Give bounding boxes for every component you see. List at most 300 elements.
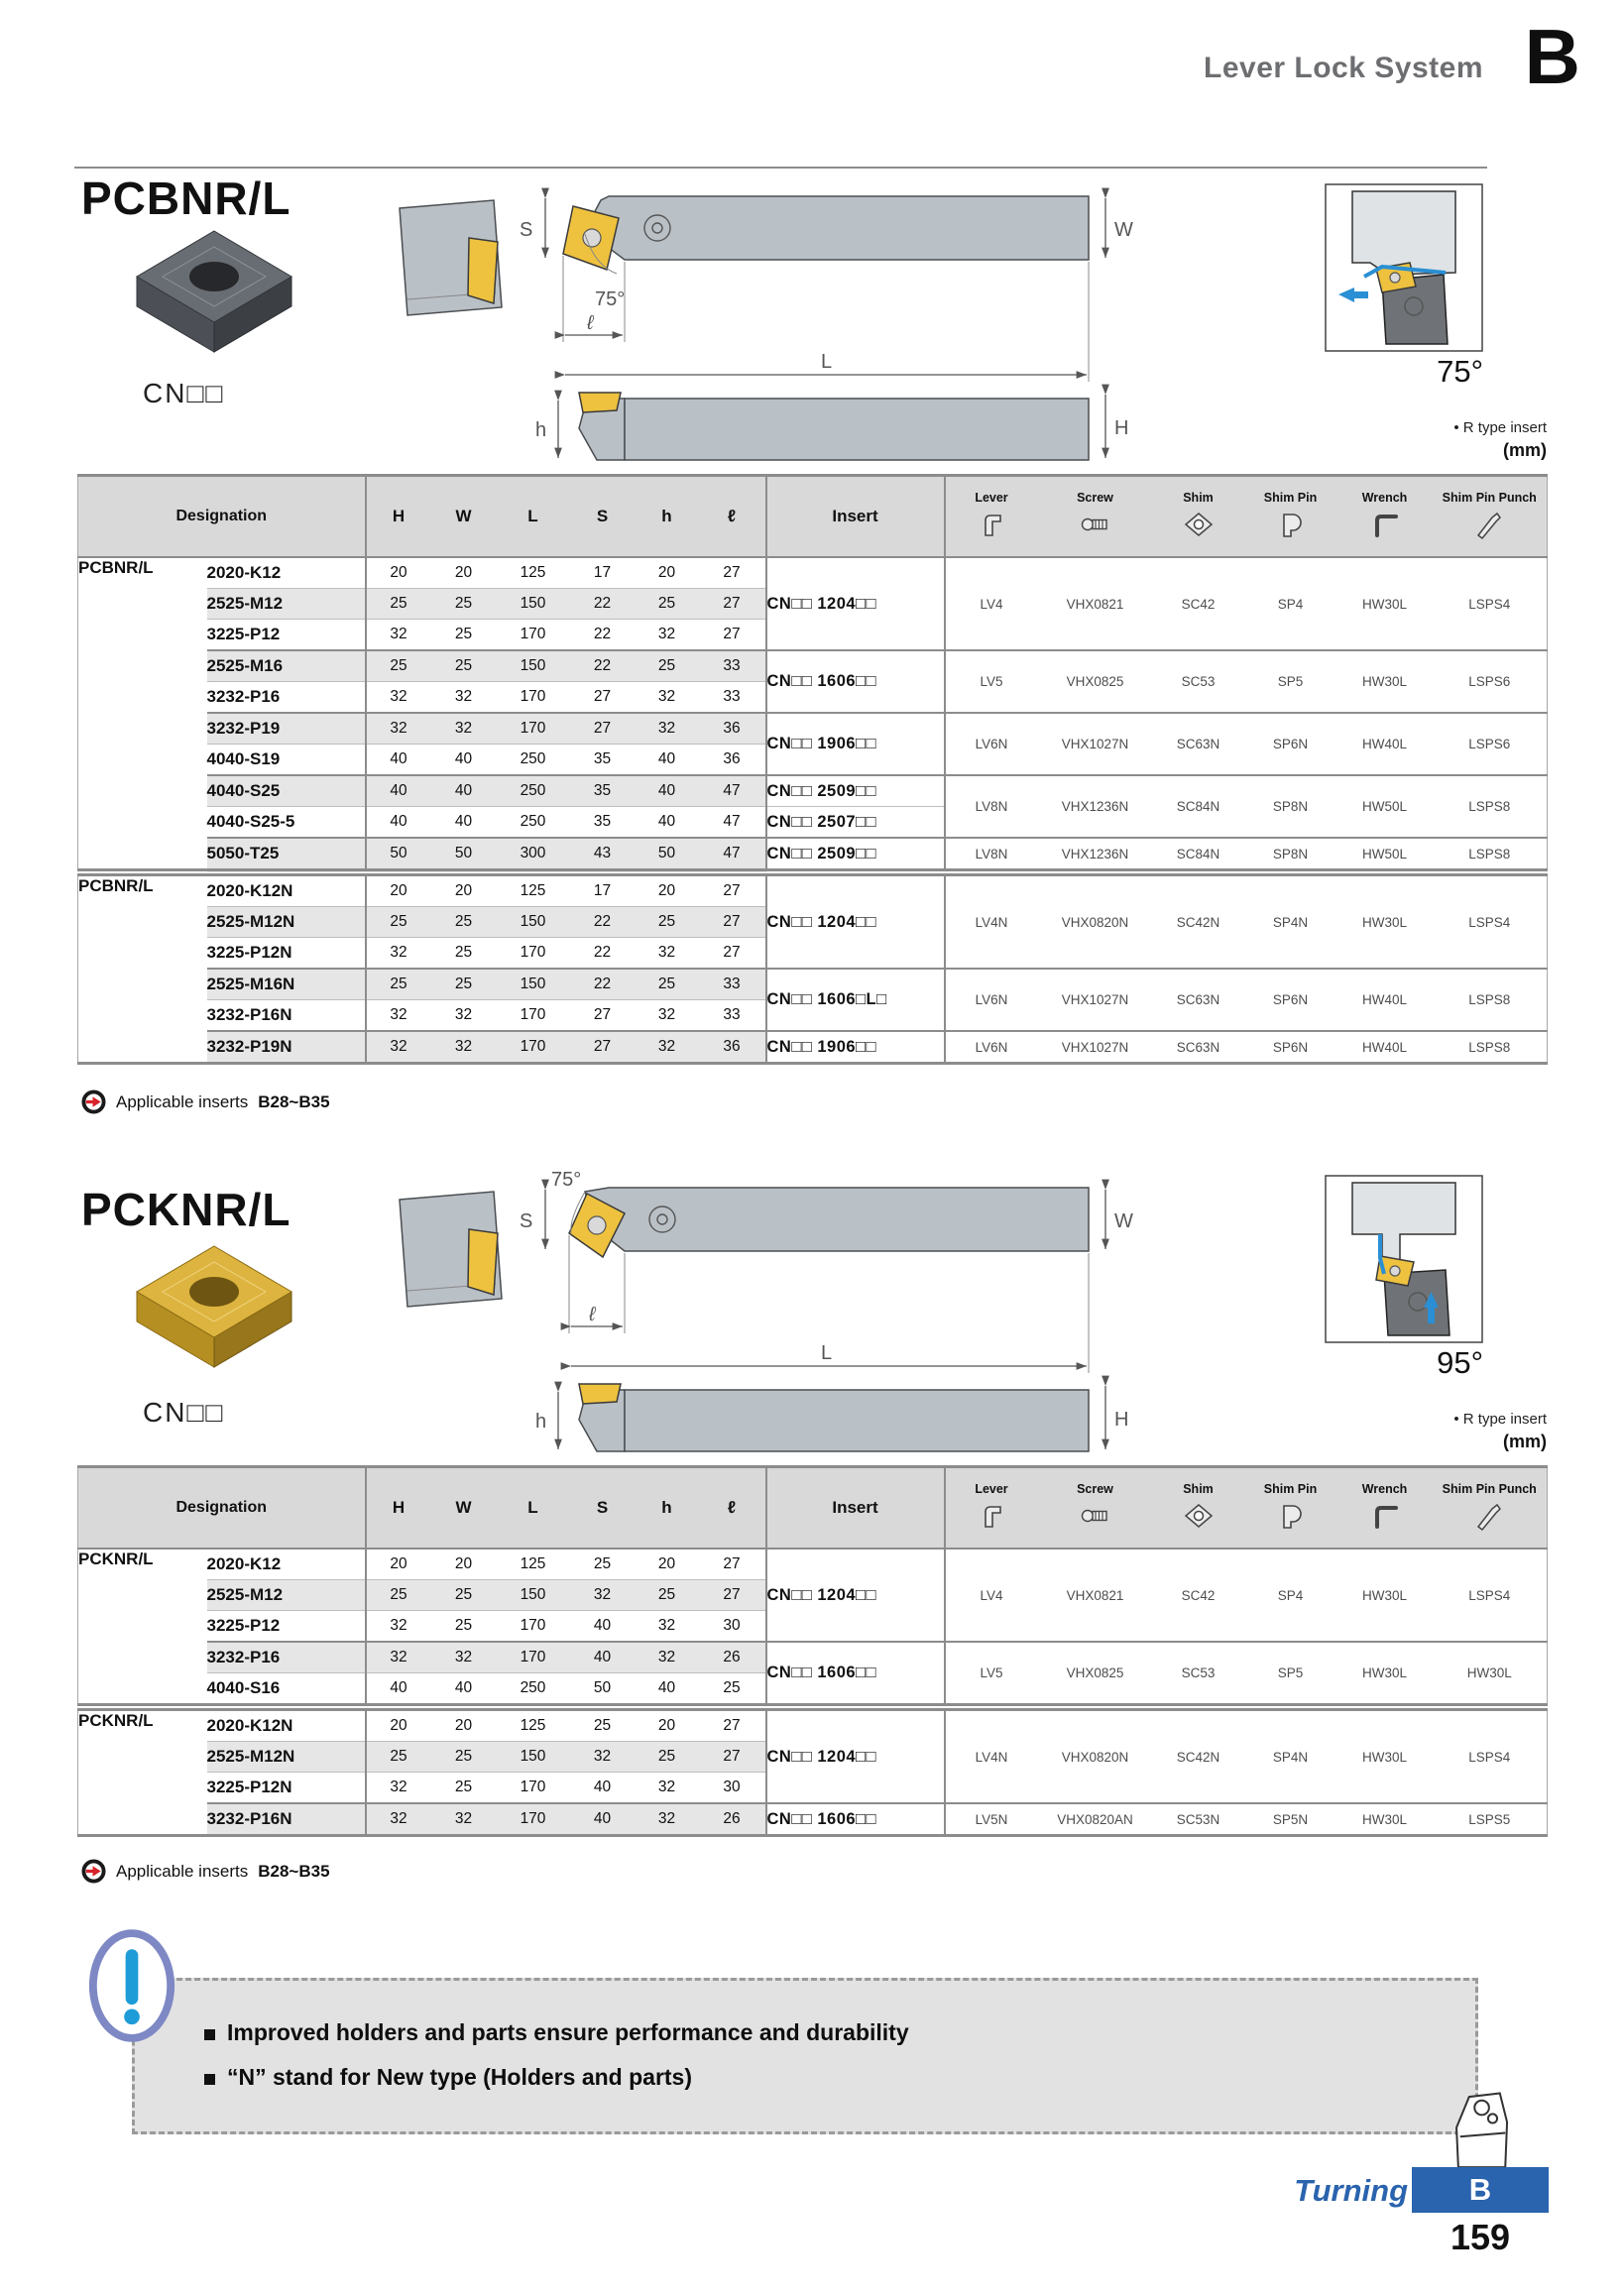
- screw-icon: [1038, 1496, 1153, 1538]
- application-thumbnail: [1325, 1175, 1483, 1343]
- dim-cell: 25: [366, 1580, 431, 1611]
- dim-cell: 32: [636, 713, 699, 745]
- col-lever: [945, 476, 1038, 558]
- svg-text:h: h: [535, 419, 547, 441]
- part-cell: LV4N: [945, 872, 1038, 969]
- dim-cell: 26: [699, 1803, 766, 1836]
- dim-cell: 20: [657, 1555, 676, 1572]
- dim-cell: 20: [431, 1707, 497, 1742]
- part-cell: HW30L: [1361, 1587, 1407, 1603]
- dim-cell: 40: [636, 807, 699, 839]
- designation-cell: 2525-M12N: [207, 907, 366, 938]
- dim-cell: 32: [636, 1000, 699, 1032]
- dim-cell: 32: [636, 938, 699, 970]
- insert-code-label: CN□□: [143, 378, 225, 408]
- screw-icon: [1038, 505, 1153, 546]
- dim-cell: 20: [636, 1707, 699, 1742]
- part-cell: VHX0825: [1038, 650, 1153, 713]
- wrench-icon: [1337, 1496, 1433, 1538]
- part-col-label: Shim Pin: [1263, 491, 1318, 505]
- part-col-label: Lever: [975, 1482, 1008, 1496]
- col-screw: [1038, 1467, 1153, 1550]
- part-cell: SP4: [1277, 1587, 1304, 1603]
- notice-line: Improved holders and parts ensure performance and durability: [204, 2010, 1475, 2055]
- designation-cell: 2525-M12N: [207, 1742, 366, 1773]
- part-cell: SP4N: [1244, 872, 1337, 969]
- dim-cell: 40: [570, 1611, 636, 1643]
- dim-cell: 25: [366, 1742, 431, 1773]
- part-cell: SC63N: [1153, 969, 1244, 1031]
- dim-cell: 250: [497, 1673, 570, 1708]
- dim-cell: 25: [636, 907, 699, 938]
- part-cell: LSPS8: [1433, 1031, 1548, 1064]
- insert-cell: CN□□ 2509□□: [766, 838, 945, 872]
- part-cell: SC84N: [1153, 775, 1244, 838]
- dim-cell: 22: [570, 650, 636, 682]
- dim-cell: 27: [699, 557, 766, 589]
- designation-cell: 2525-M12: [207, 1580, 366, 1611]
- dim-cell: 300: [497, 838, 570, 872]
- dim-cell: 32: [431, 1000, 497, 1032]
- part-cell: HW30L: [1337, 1803, 1433, 1836]
- table-row: [78, 713, 1548, 745]
- svg-text:S: S: [520, 1210, 533, 1232]
- wrench-icon: [1337, 505, 1433, 546]
- dim-cell: 32: [366, 1000, 431, 1032]
- table-row: [78, 969, 1548, 1000]
- shim-icon: [1153, 1496, 1244, 1538]
- dim-cell: 33: [699, 1000, 766, 1032]
- dim-cell: 22: [570, 907, 636, 938]
- svg-text:75°: 75°: [595, 288, 626, 310]
- dim-cell: 40: [366, 745, 431, 776]
- shim-pin-punch-icon: [1433, 505, 1548, 546]
- dim-cell: 33: [699, 969, 766, 1000]
- part-cell: LSPS6: [1433, 650, 1548, 713]
- col-insert: Insert: [766, 476, 945, 558]
- part-cell: VHX1027N: [1038, 713, 1153, 775]
- dim-cell: 170: [497, 1773, 570, 1804]
- designation-cell: 2020-K12N: [207, 1707, 366, 1742]
- dim-cell: 170: [497, 1000, 570, 1032]
- designation-cell: 3232-P16: [207, 1642, 366, 1673]
- insert-cell: CN□□ 1906□□: [766, 713, 945, 775]
- designation-cell: 3232-P16N: [207, 1803, 366, 1836]
- col-insert: Insert: [766, 1467, 945, 1550]
- dim-cell: 25: [366, 907, 431, 938]
- designation-cell: 3232-P16: [207, 682, 366, 714]
- top-view: [520, 1169, 1133, 1373]
- part-cell: VHX0821: [1066, 596, 1124, 612]
- dim-cell: 20: [366, 872, 431, 907]
- dim-cell: 25: [593, 1555, 612, 1572]
- dim-cell: 25: [431, 938, 497, 970]
- svg-text:W: W: [1114, 219, 1133, 241]
- dim-cell: 36: [699, 1031, 766, 1064]
- part-col-label: Screw: [1077, 491, 1113, 505]
- part-cell: SP6N: [1244, 713, 1337, 775]
- part-cell: SP4N: [1244, 1707, 1337, 1803]
- svg-text:h: h: [535, 1411, 547, 1433]
- dim-cell: 50: [636, 838, 699, 872]
- insert-cell: CN□□ 1606□□: [766, 650, 945, 713]
- part-cell: HW40L: [1337, 969, 1433, 1031]
- dim-cell: 170: [497, 682, 570, 714]
- dim-cell: 40: [570, 1642, 636, 1673]
- dim-cell: 27: [699, 589, 766, 620]
- dim-cell: 36: [699, 745, 766, 776]
- dim-cell: 20: [454, 1555, 473, 1572]
- col-dim: S: [570, 1467, 636, 1550]
- dim-cell: 35: [570, 807, 636, 839]
- dim-cell: 32: [366, 1642, 431, 1673]
- series-cell: PCBNR/L: [78, 872, 207, 1064]
- dim-cell: 32: [636, 1773, 699, 1804]
- notice-line: “N” stand for New type (Holders and parts): [204, 2055, 1475, 2100]
- dim-cell: 25: [431, 1742, 497, 1773]
- dim-cell: 32: [366, 713, 431, 745]
- dim-cell: 25: [636, 589, 699, 620]
- dim-cell: 150: [497, 969, 570, 1000]
- dim-cell: 25: [699, 1673, 766, 1708]
- dim-cell: 32: [366, 938, 431, 970]
- designation-cell: 3225-P12: [207, 620, 366, 651]
- table-row: [78, 872, 1548, 907]
- dim-cell: 27: [699, 1742, 766, 1773]
- part-cell: VHX1027N: [1038, 1031, 1153, 1064]
- footer-category: Turning: [1294, 2173, 1408, 2208]
- part-cell: LV5N: [945, 1803, 1038, 1836]
- part-cell: LSPS4: [1468, 596, 1511, 612]
- dim-cell: 25: [431, 620, 497, 651]
- dim-cell: 25: [366, 969, 431, 1000]
- approach-angle: 75°: [1437, 354, 1483, 389]
- svg-text:ℓ: ℓ: [589, 1304, 596, 1325]
- dim-cell: 170: [497, 713, 570, 745]
- col-dim: ℓ: [699, 476, 766, 558]
- insert-cell: CN□□ 1606□□: [766, 1803, 945, 1836]
- part-cell: VHX1027N: [1038, 969, 1153, 1031]
- dim-cell: 25: [431, 650, 497, 682]
- dim-cell: 250: [497, 775, 570, 807]
- table-row: [78, 1031, 1548, 1064]
- dim-cell: 32: [570, 1742, 636, 1773]
- dim-cell: 170: [497, 1611, 570, 1643]
- designation-cell: 3225-P12: [207, 1611, 366, 1643]
- part-cell: HW50L: [1337, 775, 1433, 838]
- dim-cell: 22: [570, 969, 636, 1000]
- dim-cell: 33: [699, 650, 766, 682]
- lever-icon: [946, 505, 1038, 546]
- col-lever: [945, 1467, 1038, 1550]
- dim-cell: 27: [699, 1707, 766, 1742]
- spec-table: [77, 1465, 1548, 1837]
- dim-cell: 40: [431, 1673, 497, 1708]
- part-cell: HW50L: [1337, 838, 1433, 872]
- col-dim: ℓ: [699, 1467, 766, 1550]
- dim-cell: 20: [454, 564, 473, 581]
- part-cell: VHX0821: [1066, 1587, 1124, 1603]
- header-row: [78, 476, 1548, 558]
- dim-cell: 32: [431, 682, 497, 714]
- designation-cell: 4040-S25: [207, 775, 366, 807]
- part-cell: LV5: [945, 650, 1038, 713]
- dim-cell: 25: [636, 1742, 699, 1773]
- part-cell: VHX1236N: [1038, 775, 1153, 838]
- part-cell: SP5: [1244, 650, 1337, 713]
- dim-cell: 30: [699, 1611, 766, 1643]
- dim-cell: 150: [497, 1742, 570, 1773]
- part-cell: HW40L: [1337, 1031, 1433, 1064]
- part-col-label: Shim Pin: [1263, 1482, 1318, 1496]
- dim-cell: 25: [636, 969, 699, 1000]
- dim-cell: 32: [431, 713, 497, 745]
- svg-text:W: W: [1114, 1210, 1133, 1232]
- page-title: Lever Lock System: [1204, 52, 1483, 84]
- col-shim: [1153, 476, 1244, 558]
- part-cell: HW30L: [1337, 872, 1433, 969]
- dim-cell: 40: [366, 1673, 431, 1708]
- applicable-label: Applicable inserts: [116, 1091, 249, 1111]
- insert-cell: CN□□ 1204□□: [766, 1549, 945, 1642]
- dim-cell: 35: [570, 745, 636, 776]
- insert-cell: CN□□ 1204□□: [766, 872, 945, 969]
- end-view: [400, 200, 502, 315]
- arrow-circle-icon: [81, 1859, 106, 1884]
- designation-cell: 3225-P12N: [207, 1773, 366, 1804]
- side-view: [535, 1384, 1128, 1451]
- designation-cell: 5050-T25: [207, 838, 366, 872]
- part-cell: VHX1236N: [1038, 838, 1153, 872]
- dim-cell: 17: [570, 872, 636, 907]
- part-cell: LSPS6: [1433, 713, 1548, 775]
- part-col-label: Lever: [975, 491, 1008, 505]
- dim-cell: 25: [431, 1580, 497, 1611]
- part-cell: LV8N: [945, 775, 1038, 838]
- col-dim: L: [497, 1467, 570, 1550]
- part-cell: LV4: [980, 1587, 1003, 1603]
- part-cell: LV8N: [945, 838, 1038, 872]
- part-col-label: Shim Pin Punch: [1442, 1482, 1537, 1496]
- table-row: [78, 1642, 1548, 1673]
- part-cell: LSPS8: [1433, 969, 1548, 1031]
- dim-cell: 125: [497, 1707, 570, 1742]
- part-cell: HW40L: [1337, 713, 1433, 775]
- dim-cell: 30: [699, 1773, 766, 1804]
- part-cell: SC42N: [1153, 872, 1244, 969]
- tool-drawing: [375, 1130, 1148, 1457]
- part-cell: HW30L: [1361, 596, 1407, 612]
- dim-cell: 40: [431, 745, 497, 776]
- insert-cell: CN□□ 2509□□: [766, 775, 945, 807]
- dim-cell: 47: [699, 775, 766, 807]
- dim-cell: 43: [570, 838, 636, 872]
- dim-cell: 32: [366, 682, 431, 714]
- dim-cell: 27: [699, 872, 766, 907]
- dim-cell: 27: [570, 682, 636, 714]
- dim-cell: 150: [497, 1580, 570, 1611]
- dim-cell: 150: [497, 589, 570, 620]
- insert-photo: [127, 1240, 303, 1375]
- part-cell: SP8N: [1244, 838, 1337, 872]
- dim-cell: 17: [593, 564, 612, 581]
- dim-cell: 250: [497, 807, 570, 839]
- dim-cell: 170: [497, 1031, 570, 1064]
- r-type-note: • R type insert: [1453, 419, 1547, 436]
- dim-cell: 170: [497, 1642, 570, 1673]
- part-cell: SP5: [1244, 1642, 1337, 1707]
- dim-cell: 32: [636, 1031, 699, 1064]
- insert-cell: CN□□ 1204□□: [766, 1707, 945, 1803]
- col-designation: Designation: [78, 1467, 366, 1550]
- part-cell: SC42N: [1153, 1707, 1244, 1803]
- part-cell: LSPS5: [1433, 1803, 1548, 1836]
- dim-cell: 32: [366, 1773, 431, 1804]
- part-cell: VHX0820AN: [1038, 1803, 1153, 1836]
- part-cell: VHX0820N: [1038, 1707, 1153, 1803]
- dim-cell: 40: [636, 1673, 699, 1708]
- dim-cell: 32: [636, 620, 699, 651]
- dim-cell: 27: [570, 1000, 636, 1032]
- designation-cell: 2525-M12: [207, 589, 366, 620]
- part-col-label: Wrench: [1361, 1482, 1408, 1496]
- designation-cell: 3225-P12N: [207, 938, 366, 970]
- dim-cell: 27: [699, 1549, 766, 1580]
- insert-cell: CN□□ 1906□□: [766, 1031, 945, 1064]
- designation-cell: 3232-P16N: [207, 1000, 366, 1032]
- table-row: [78, 838, 1548, 872]
- part-cell: LV6N: [945, 969, 1038, 1031]
- applicable-inserts-note: [81, 1859, 330, 1884]
- svg-text:H: H: [1114, 1409, 1129, 1431]
- dim-cell: 32: [636, 682, 699, 714]
- designation-cell: 2525-M16N: [207, 969, 366, 1000]
- table-row: [78, 775, 1548, 807]
- svg-text:S: S: [520, 219, 533, 241]
- part-cell: SP6N: [1244, 1031, 1337, 1064]
- col-dim: W: [431, 476, 497, 558]
- part-cell: LV4N: [945, 1707, 1038, 1803]
- dim-cell: 27: [699, 907, 766, 938]
- part-cell: HW30L: [1337, 1707, 1433, 1803]
- table-row: [78, 650, 1548, 682]
- col-dim: S: [570, 476, 636, 558]
- dim-cell: 40: [636, 745, 699, 776]
- end-view: [400, 1192, 502, 1307]
- part-cell: HW30L: [1433, 1642, 1548, 1707]
- dim-cell: 40: [570, 1803, 636, 1836]
- dim-cell: 32: [636, 1642, 699, 1673]
- col-dim: W: [431, 1467, 497, 1550]
- series-cell: PCKNR/L: [78, 1550, 154, 1568]
- dim-cell: 27: [699, 1580, 766, 1611]
- lever-icon: [946, 1496, 1038, 1538]
- insert-cell: CN□□ 1606□L□: [766, 969, 945, 1031]
- table-row: [78, 1549, 1548, 1580]
- approach-angle: 95°: [1437, 1345, 1483, 1380]
- col-shim-pin: [1244, 476, 1337, 558]
- table-row: [78, 1707, 1548, 1742]
- designation-cell: 4040-S19: [207, 745, 366, 776]
- shim-pin-icon: [1244, 1496, 1337, 1538]
- col-dim: h: [636, 476, 699, 558]
- part-cell: SC42: [1181, 596, 1216, 612]
- dim-cell: 20: [390, 1555, 407, 1572]
- applicable-label: Applicable inserts: [116, 1861, 249, 1881]
- dim-cell: 26: [699, 1642, 766, 1673]
- part-cell: LSPS8: [1433, 775, 1548, 838]
- designation-cell: 4040-S16: [207, 1673, 366, 1708]
- bullet-icon: [204, 2029, 215, 2040]
- section-letter: B: [1524, 13, 1580, 100]
- col-dim: L: [497, 476, 570, 558]
- header-row: [78, 1467, 1548, 1550]
- table-row: [78, 557, 1548, 589]
- applicable-range: B28~B35: [258, 1091, 330, 1111]
- dim-cell: 47: [699, 807, 766, 839]
- part-cell: SC63N: [1153, 1031, 1244, 1064]
- col-dim: H: [366, 1467, 431, 1550]
- dim-cell: 20: [431, 872, 497, 907]
- insert-cell: CN□□ 1204□□: [766, 557, 945, 650]
- part-cell: SC53: [1153, 650, 1244, 713]
- dim-cell: 40: [570, 1773, 636, 1804]
- svg-text:ℓ: ℓ: [587, 312, 594, 334]
- part-cell: LV5: [945, 1642, 1038, 1707]
- col-screw: [1038, 476, 1153, 558]
- part-cell: SP5N: [1244, 1803, 1337, 1836]
- series-cell: PCKNR/L: [78, 1707, 207, 1836]
- svg-text:L: L: [821, 1342, 833, 1364]
- units-note: (mm): [1503, 440, 1547, 460]
- dim-cell: 50: [431, 838, 497, 872]
- notice-box: [132, 1978, 1478, 2134]
- dim-cell: 27: [570, 713, 636, 745]
- dim-cell: 25: [431, 907, 497, 938]
- applicable-inserts-note: [81, 1090, 330, 1114]
- table-row: [78, 1803, 1548, 1836]
- arrow-circle-icon: [81, 1090, 106, 1114]
- bullet-icon: [204, 2074, 215, 2085]
- part-cell: SP6N: [1244, 969, 1337, 1031]
- product-title: PCKNR/L: [81, 1184, 291, 1235]
- dim-cell: 27: [699, 620, 766, 651]
- designation-cell: 2020-K12N: [207, 872, 366, 907]
- designation-cell: 2525-M16: [207, 650, 366, 682]
- col-shim-pin: [1244, 1467, 1337, 1550]
- side-view: [535, 393, 1128, 460]
- col-shim-pin-punch: [1433, 1467, 1548, 1550]
- col-designation: Designation: [78, 476, 366, 558]
- dim-cell: 22: [570, 589, 636, 620]
- page-number: 159: [1450, 2217, 1511, 2257]
- dim-cell: 25: [636, 650, 699, 682]
- dim-cell: 25: [431, 969, 497, 1000]
- dim-cell: 32: [366, 1803, 431, 1836]
- dim-cell: 32: [366, 1611, 431, 1643]
- dim-cell: 22: [570, 938, 636, 970]
- tool-drawing: [375, 139, 1148, 466]
- dim-cell: 25: [570, 1707, 636, 1742]
- r-type-note: • R type insert: [1453, 1411, 1547, 1428]
- dim-cell: 27: [570, 1031, 636, 1064]
- exclamation-icon: [85, 1923, 178, 2048]
- part-cell: SC53: [1153, 1642, 1244, 1707]
- part-cell: VHX0825: [1038, 1642, 1153, 1707]
- shim-icon: [1153, 505, 1244, 546]
- part-cell: SC63N: [1153, 713, 1244, 775]
- part-cell: LV6N: [945, 713, 1038, 775]
